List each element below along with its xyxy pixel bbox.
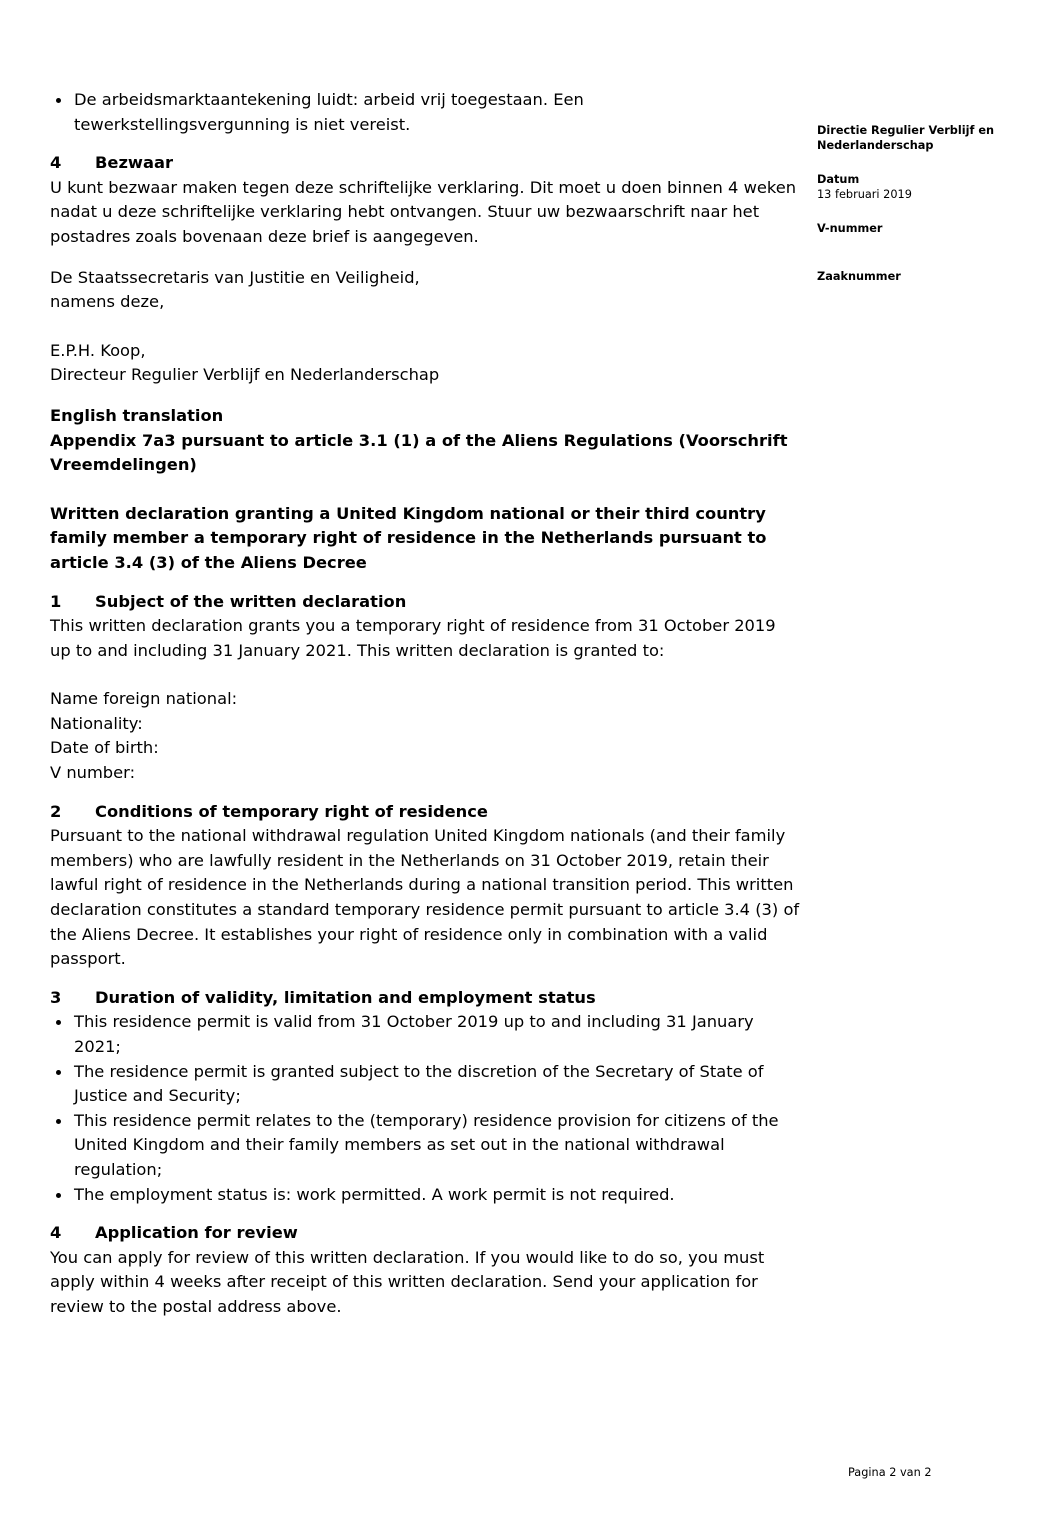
field-label: Name foreign national: xyxy=(50,689,238,709)
field-label: Date of birth: xyxy=(50,738,159,758)
reference-sidebar xyxy=(817,123,1047,303)
en-section-review xyxy=(50,1221,800,1319)
page-number: Pagina 2 van 2 xyxy=(848,1466,932,1479)
section-body: Pursuant to the national withdrawal regulation United Kingdom nationals (and their family members) who are lawfully resident in the Netherlands on 31 October 2019, retain their lawful right of residence in the Netherlands during a national transition period. This written declaration constitutes a standard temporary residence permit pursuant to article 3.4 (3) of the Aliens Decree. It establishes your right of residence only in combination with a valid passport. xyxy=(50,826,800,969)
section-title: Subject of the written declaration xyxy=(95,591,407,611)
signatory-name: E.P.H. Koop, xyxy=(50,340,146,360)
section-number: 1 xyxy=(50,591,62,611)
nl-bullet-list xyxy=(50,88,800,137)
en-section-subject xyxy=(50,590,800,786)
section-title: Bezwaar xyxy=(95,153,173,173)
section-body: You can apply for review of this written declaration. If you would like to do so, you must apply within 4 weeks after receipt of this written declaration. Send your application for review to the postal address above. xyxy=(50,1247,765,1316)
date-value: 13 februari 2019 xyxy=(817,188,912,201)
signoff-line: De Staatssecretaris van Justitie en Veiligheid, xyxy=(50,267,420,287)
list-item: De arbeidsmarktaantekening luidt: arbeid vrij toegestaan. Een tewerkstellingsvergunning is niet vereist. xyxy=(50,88,800,137)
vnumber-label: V-nummer xyxy=(817,222,883,235)
section-number: 3 xyxy=(50,987,62,1007)
en-section-duration xyxy=(50,986,800,1207)
declaration-title: Written declaration granting a United Kingdom national or their third country family member a temporary right of residence in the Netherlands pursuant to article 3.4 (3) of the Aliens Decree xyxy=(50,503,767,572)
nl-section-objection xyxy=(50,151,800,249)
field-label: Nationality: xyxy=(50,713,143,733)
signoff-line: namens deze, xyxy=(50,292,165,312)
appendix-title: Appendix 7a3 pursuant to article 3.1 (1) a of the Aliens Regulations (Voorschrift Vreemdelingen) xyxy=(50,430,788,475)
section-number: 2 xyxy=(50,801,62,821)
list-item: The employment status is: work permitted. A work permit is not required. xyxy=(50,1183,800,1208)
list-item: This residence permit relates to the (temporary) residence provision for citizens of the United Kingdom and their family members as set out in the national withdrawal regulation; xyxy=(50,1109,800,1183)
date-label: Datum xyxy=(817,173,860,186)
case-number-label: Zaaknummer xyxy=(817,270,901,283)
section-number: 4 xyxy=(50,1223,62,1243)
en-section-conditions xyxy=(50,800,800,972)
signatory-title: Directeur Regulier Verblijf en Nederlanderschap xyxy=(50,365,440,385)
field-label: V number: xyxy=(50,763,136,783)
list-item: The residence permit is granted subject to the discretion of the Secretary of State of Justice and Security; xyxy=(50,1060,800,1109)
section-title: Conditions of temporary right of residence xyxy=(95,801,488,821)
letter-body xyxy=(50,88,800,1320)
section-body: U kunt bezwaar maken tegen deze schriftelijke verklaring. Dit moet u doen binnen 4 weken nadat u deze schriftelijke verklaring hebt ontvangen. Stuur uw bezwaarschrift naar het postadres zoals bovenaan deze brief is aangegeven. xyxy=(50,177,797,246)
section-title: Application for review xyxy=(95,1223,298,1243)
section-title: Duration of validity, limitation and employment status xyxy=(95,987,596,1007)
department-name: Directie Regulier Verblijf en Nederlanderschap xyxy=(817,124,995,152)
section-number: 4 xyxy=(50,153,62,173)
section-body: This written declaration grants you a temporary right of residence from 31 October 2019 up to and including 31 January 2021. This written declaration is granted to: xyxy=(50,616,776,660)
date-block xyxy=(817,172,1047,202)
translation-heading: English translation xyxy=(50,405,224,425)
duration-bullet-list xyxy=(50,1010,800,1207)
list-item: This residence permit is valid from 31 October 2019 up to and including 31 January 2021; xyxy=(50,1010,800,1059)
